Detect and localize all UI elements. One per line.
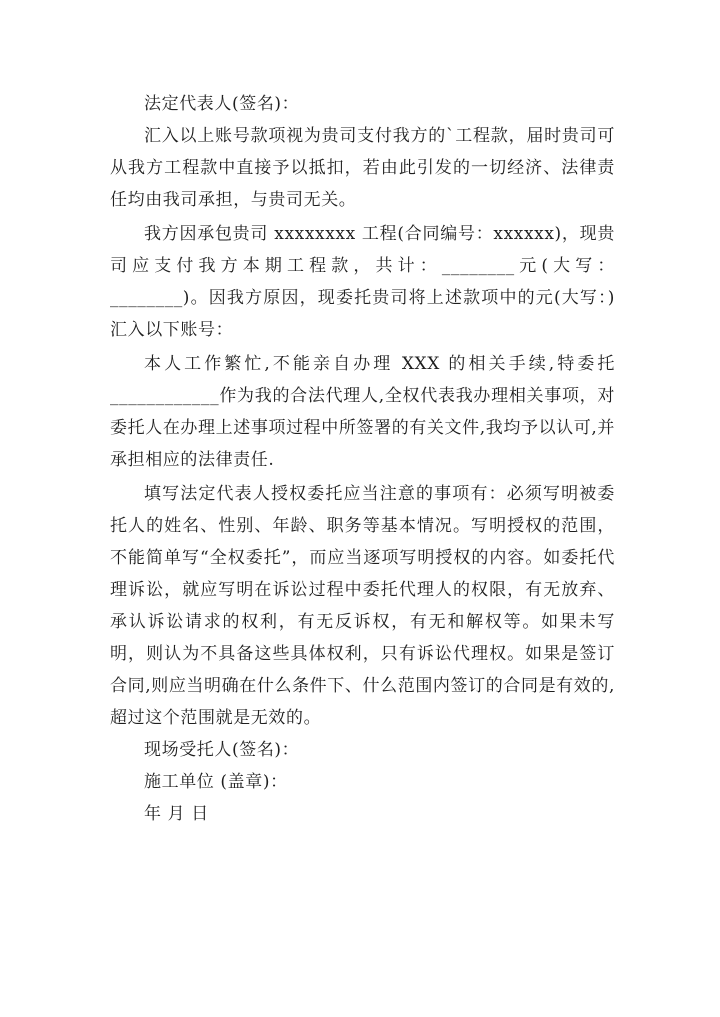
trustee-signature: 现场受托人(签名)： <box>144 740 300 760</box>
paragraph-notes: 填写法定代表人授权委托应当注意的事项有：必须写明被委托人的姓名、性别、年龄、职务等基本情况。写明授权的范围，不能简单写“全权委托”，而应当逐项写明授权的内容。如委托代理诉讼，就应写明在诉讼过程中委托代理人的权限，有无放弃、承认诉讼请求的权利，有无反诉权，有无和解权等。如果未写明，则认为不具备这些具体权利，只有诉讼代理权。如果是签订合同,则应当明确在什么条件下、什么范围内签订的合同是有效的,超过这个范围就是无效的。 <box>110 484 615 728</box>
paragraph-contract-payment: 我方因承包贵司 xxxxxxxx 工程(合同编号：xxxxxx)，现贵司应支付我方本期工程款，共计：________元(大写：________)。因我方原因，现委托贵司将上述款项中的元(大写：)汇入以下账号： <box>110 224 615 340</box>
paragraph-power-of-attorney: 本人工作繁忙,不能亲自办理 XXX 的相关手续,特委托____________作为我的合法代理人,全权代表我办理相关事项，对委托人在办理上述事项过程中所签署的有关文件,我均予以认可,并承担相应的法律责任. <box>110 354 615 470</box>
document-body <box>110 88 615 830</box>
legal-representative-signature: 法定代表人(签名)： <box>144 94 300 114</box>
date-line: 年 月 日 <box>144 804 209 824</box>
paragraph-payment-deduction: 汇入以上账号款项视为贵司支付我方的`工程款，届时贵司可从我方工程款中直接予以抵扣，若由此引发的一切经济、法律责任均由我司承担，与贵司无关。 <box>110 126 615 210</box>
construction-unit-seal: 施工单位 (盖章)： <box>144 772 288 792</box>
